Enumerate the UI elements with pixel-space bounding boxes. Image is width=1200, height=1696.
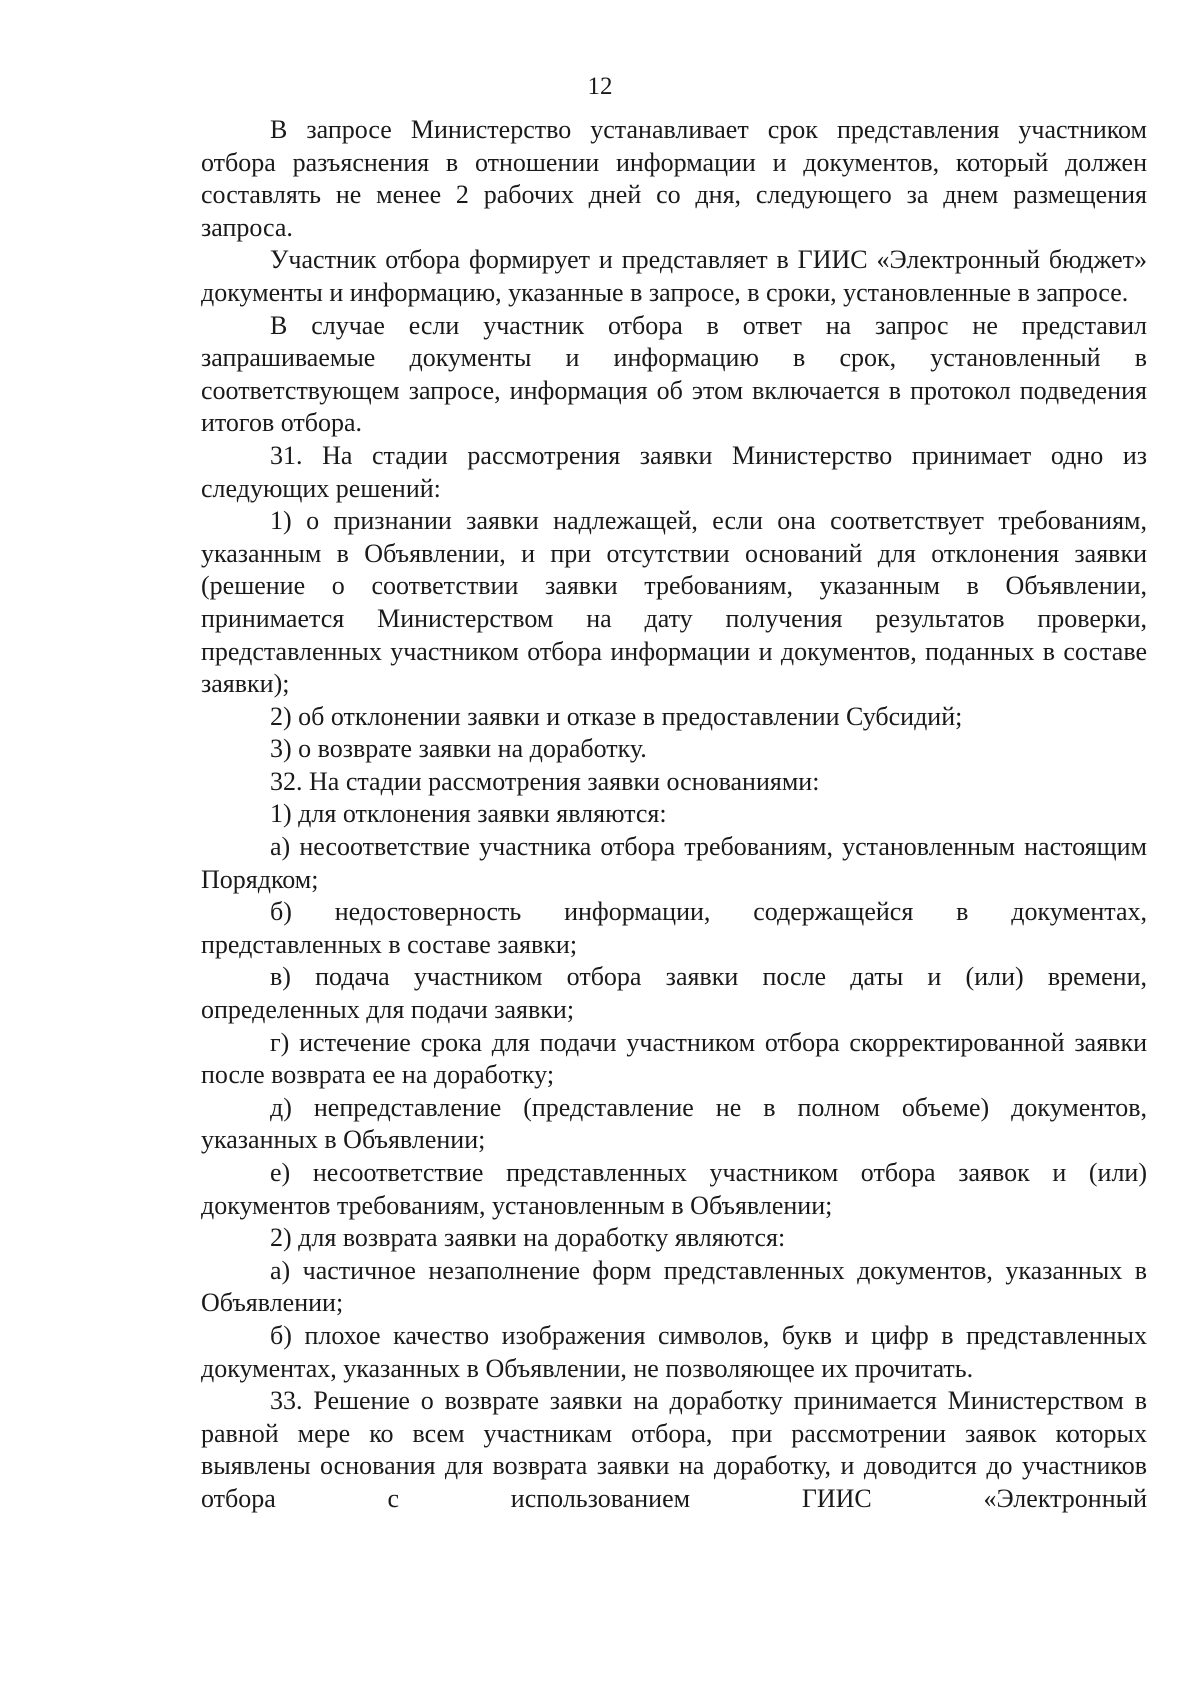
paragraph-continued: 33. Решение о возврате заявки на доработку принимается Министерством в равной мере ко всем участникам отбора, при рассмотрении заявок которых выявлены основания для возврата заявки на доработку, и доводится до участников отбора с использованием ГИИС «Электронный bbox=[201, 1386, 1147, 1513]
paragraph: 2) для возврата заявки на доработку являются: bbox=[270, 1223, 786, 1253]
paragraph: б) недостоверность информации, содержащейся в документах, представленных в составе заявки; bbox=[201, 897, 1147, 959]
paragraph: Участник отбора формирует и представляет в ГИИС «Электронный бюджет» документы и информацию, указанные в запросе, в сроки, установленные в запросе. bbox=[201, 245, 1147, 307]
document-body bbox=[201, 114, 1147, 1516]
paragraph: а) частичное незаполнение форм представленных документов, указанных в Объявлении; bbox=[201, 1255, 1147, 1318]
paragraph: 3) о возврате заявки на доработку. bbox=[270, 734, 647, 764]
paragraph: в) подача участником отбора заявки после даты и (или) времени, определенных для подачи заявки; bbox=[201, 962, 1147, 1025]
paragraph: 32. На стадии рассмотрения заявки основаниями: bbox=[270, 766, 820, 796]
paragraph: а) несоответствие участника отбора требованиям, установленным настоящим Порядком; bbox=[201, 832, 1147, 894]
paragraph: В случае если участник отбора в ответ на запрос не представил запрашиваемые документы и информацию в срок, установленный в соответствующем запросе, информация об этом включается в протокол подведения итогов отбора. bbox=[201, 310, 1147, 438]
paragraph: 2) об отклонении заявки и отказе в предоставлении Субсидий; bbox=[270, 701, 963, 731]
paragraph: 1) для отклонения заявки являются: bbox=[270, 799, 667, 829]
paragraph: 31. На стадии рассмотрения заявки Министерство принимает одно из следующих решений: bbox=[201, 440, 1147, 503]
paragraph: д) непредставление (представление не в полном объеме) документов, указанных в Объявлении; bbox=[201, 1092, 1147, 1155]
paragraph: е) несоответствие представленных участником отбора заявок и (или) документов требованиям, установленным в Объявлении; bbox=[201, 1158, 1147, 1220]
paragraph: б) плохое качество изображения символов, букв и цифр в представленных документах, указанных в Объявлении, не позволяющее их прочитать. bbox=[201, 1320, 1147, 1383]
paragraph: г) истечение срока для подачи участником отбора скорректированной заявки после возврата ее на доработку; bbox=[201, 1027, 1147, 1090]
paragraph: 1) о признании заявки надлежащей, если она соответствует требованиям, указанным в Объявлении, и при отсутствии оснований для отклонения заявки (решение о соответствии заявки требованиям, указанным в Объявлении, принимается Министерством на дату получения результатов проверки, представленных участником отбора информации и документов, поданных в составе заявки); bbox=[201, 506, 1147, 699]
page-number: 12 bbox=[587, 73, 613, 100]
paragraph: В запросе Министерство устанавливает срок представления участником отбора разъяснения в отношении информации и документов, который должен составлять не менее 2 рабочих дней со дня, следующего за днем размещения запроса. bbox=[201, 115, 1147, 242]
